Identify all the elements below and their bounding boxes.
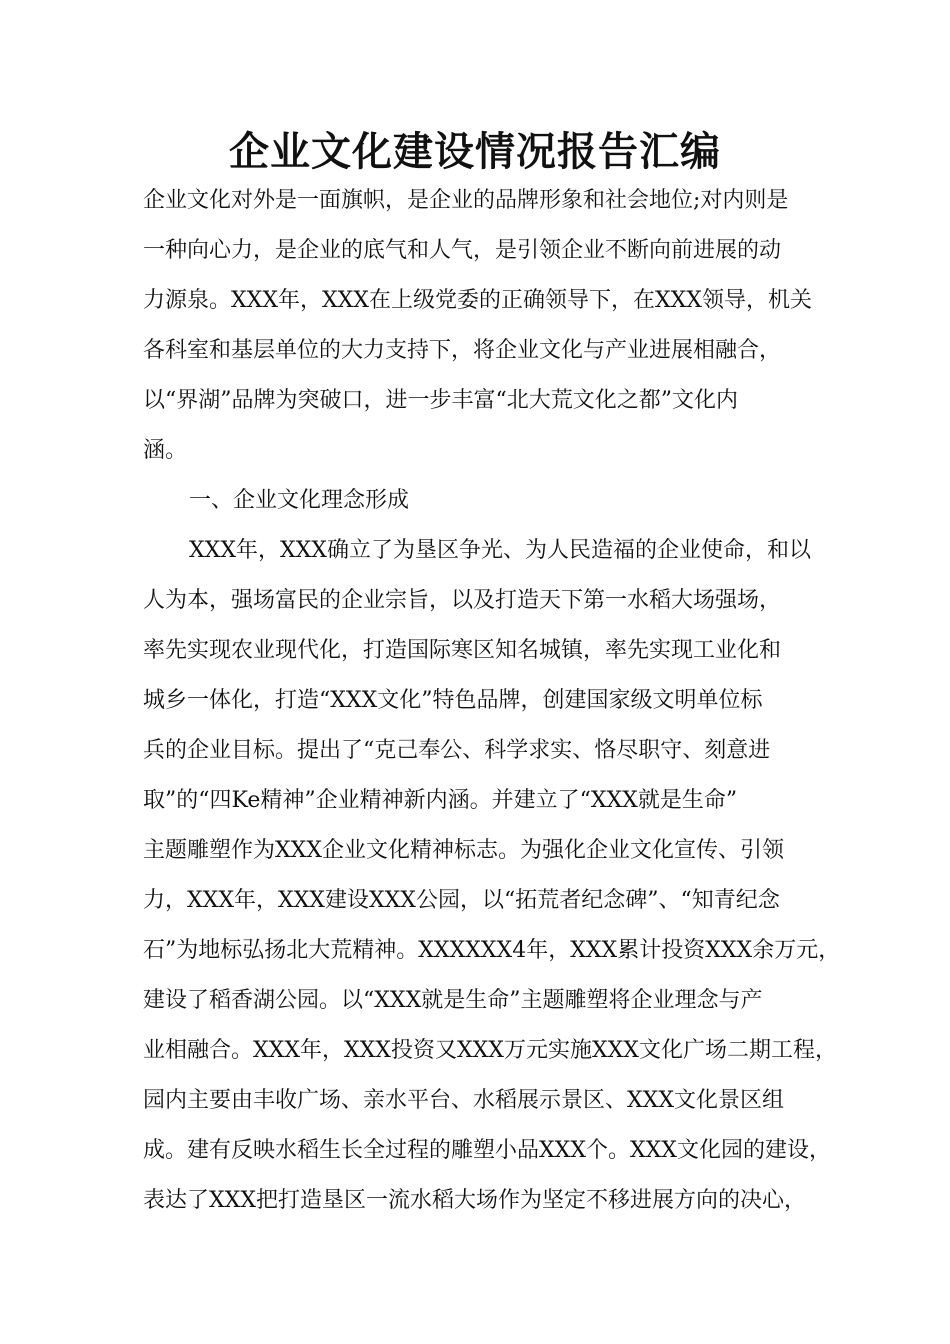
- paragraph-line: 建设了稻香湖公园。以“XXX就是生命”主题雕塑将企业理念与产: [143, 988, 763, 1013]
- section-heading: 一、企业文化理念形成: [189, 488, 410, 513]
- paragraph-line: 各科室和基层单位的大力支持下，将企业文化与产业进展相融合，: [143, 338, 782, 363]
- paragraph-line: 率先实现农业现代化，打造国际寒区知名城镇，率先实现工业化和: [143, 638, 782, 663]
- paragraph-line: XXX年，XXX确立了为垦区争光、为人民造福的企业使命，和以: [189, 538, 811, 563]
- paragraph-line: 涵。: [143, 438, 188, 463]
- paragraph-line: 主题雕塑作为XXX企业文化精神标志。为强化企业文化宣传、引领: [143, 838, 784, 863]
- paragraph-line: 力源泉。XXX年，XXX在上级党委的正确领导下，在XXX领导，机关: [143, 288, 812, 313]
- paragraph-line: 人为本，强场富民的企业宗旨，以及打造天下第一水稻大场强场，: [143, 588, 782, 613]
- paragraph-line: 以“界湖”品牌为突破口，进一步丰富“北大荒文化之都”文化内: [143, 388, 738, 413]
- document-title: 企业文化建设情况报告汇编: [229, 128, 721, 175]
- paragraph-line: 业相融合。XXX年，XXX投资又XXX万元实施XXX文化广场二期工程，: [143, 1038, 837, 1063]
- paragraph-line: 企业文化对外是一面旗帜，是企业的品牌形象和社会地位;对内则是: [143, 188, 789, 213]
- paragraph-line: 兵的企业目标。提出了“克己奉公、科学求实、恪尽职守、刻意进: [143, 738, 771, 763]
- paragraph-line: 力，XXX年，XXX建设XXX公园，以“拓荒者纪念碑”、“知青纪念: [143, 888, 780, 913]
- paragraph-line: 取”的“四Ke精神”企业精神新内涵。并建立了“XXX就是生命”: [143, 788, 738, 813]
- paragraph-line: 园内主要由丰收广场、亲水平台、水稻展示景区、XXX文化景区组: [143, 1088, 784, 1113]
- paragraph-line: 表达了XXX把打造垦区一流水稻大场作为坚定不移进展方向的决心，: [143, 1188, 806, 1213]
- paragraph-line: 石”为地标弘扬北大荒精神。XXXXXX4年，XXX累计投资XXX余万元，: [143, 938, 841, 963]
- paragraph-line: 一种向心力，是企业的底气和人气，是引领企业不断向前进展的动: [143, 238, 782, 263]
- paragraph-line: 城乡一体化，打造“XXX文化”特色品牌，创建国家级文明单位标: [143, 688, 763, 713]
- paragraph-line: 成。建有反映水稻生长全过程的雕塑小品XXX个。XXX文化园的建设，: [143, 1138, 831, 1163]
